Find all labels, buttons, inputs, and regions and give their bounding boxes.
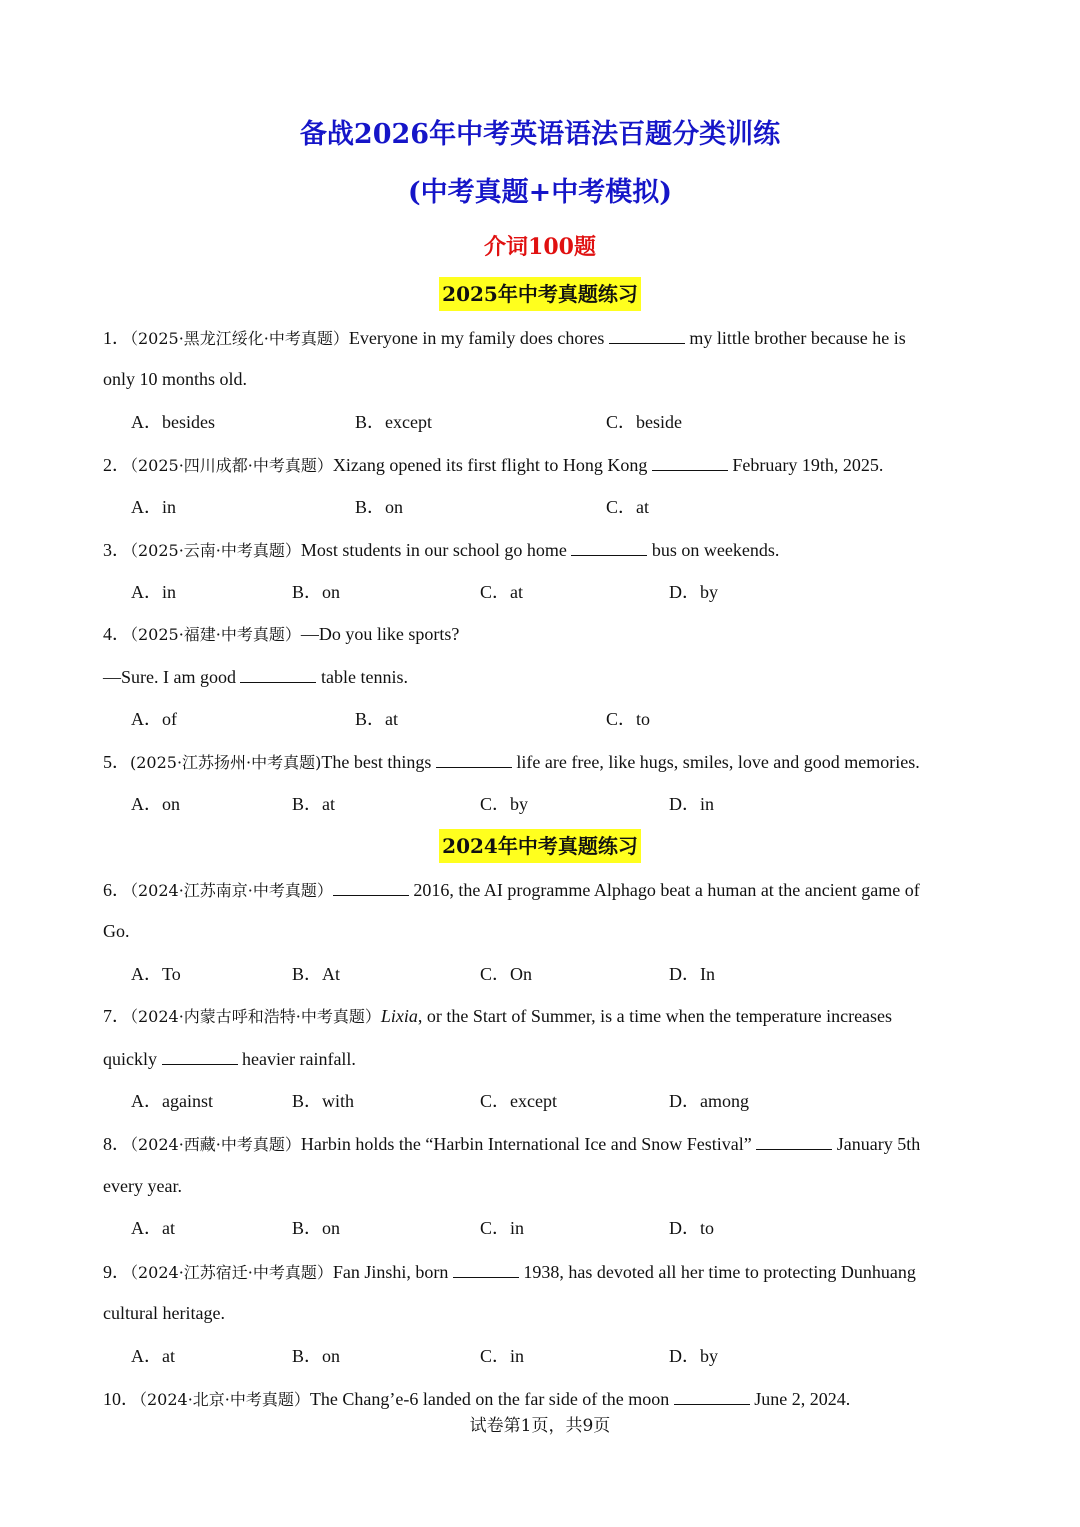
option-a: A．in [131,497,176,517]
question-10 [103,1386,850,1412]
italic-term: Lixia [380,1006,418,1026]
question-source: （2025·福建·中考真题） [130,625,301,644]
question-number: 7． [103,1006,130,1026]
answer-blank [652,452,728,471]
question-6 [103,877,920,903]
option-b: B．at [292,794,335,814]
question-text: Most students in our school go home [300,540,572,560]
option-a: A．on [131,794,180,814]
answer-blank [756,1131,832,1150]
option-b: B．except [355,412,432,432]
question-9-continued: cultural heritage. [103,1303,225,1323]
option-a: A．in [131,582,176,602]
answer-blank [453,1259,519,1278]
question-source: （2025·四川成都·中考真题） [130,456,333,475]
option-b: B．with [292,1091,355,1111]
option-d: D．among [669,1091,749,1111]
question-1-continued: only 10 months old. [103,369,248,389]
question-text: —Do you like sports? [300,624,460,644]
question-number: 8． [103,1134,130,1154]
question-number: 1． [103,328,130,348]
question-text: my little brother because he is [684,328,906,348]
option-c: C．On [480,964,533,984]
answer-blank [162,1046,238,1065]
answer-blank [609,325,685,344]
question-text: June 2, 2024. [749,1389,851,1409]
question-6-continued: Go. [103,921,130,941]
question-9 [103,1259,916,1285]
option-d: D．in [669,794,714,814]
question-source: （2024·西藏·中考真题） [130,1135,301,1154]
question-number: 3． [103,540,130,560]
question-4-reply [103,664,408,689]
question-source: （2024·江苏南京·中考真题） [130,881,333,900]
section-label: 2025年中考真题练习 [439,277,641,311]
option-c: C．at [606,497,649,517]
question-number: 9． [103,1262,130,1282]
answer-blank [333,877,409,896]
question-number: 4． [103,624,130,644]
option-a: A．besides [131,412,215,432]
option-b: B．at [355,709,398,729]
question-number: 10． [103,1389,139,1409]
question-text: Harbin holds the “Harbin International Ice and Snow Festival” [300,1134,757,1154]
document-subtitle: (中考真题+中考模拟) [407,177,673,208]
topic-heading: 介词100题 [484,234,596,260]
option-c: C．at [480,582,523,602]
option-b: B．on [355,497,404,517]
question-text: 2016, the AI programme Alphago beat a human at the ancient game of [408,880,920,900]
question-text: , or the Start of Summer, is a time when the temperature increases [417,1006,893,1026]
question-5 [103,749,920,775]
question-text: The best things [321,752,436,772]
option-d: D．In [669,964,715,984]
answer-blank [240,664,316,683]
document-title: 备战2026年中考英语语法百题分类训练 [299,119,781,150]
question-4 [103,622,459,647]
option-b: B．on [292,1218,341,1238]
question-2 [103,452,883,478]
question-text: The Chang’e-6 landed on the far side of the moon [309,1389,674,1409]
option-b: B．At [292,964,341,984]
option-d: D．by [669,1346,718,1366]
option-d: D．to [669,1218,714,1238]
question-text: heavier rainfall. [237,1049,356,1069]
question-7-continued [103,1046,356,1071]
question-number: 2． [103,455,130,475]
question-text: bus on weekends. [647,540,780,560]
question-8 [103,1131,920,1157]
question-1 [103,325,906,351]
question-text: table tennis. [316,667,408,687]
question-text: quickly [103,1049,162,1069]
question-text: Xizang opened its first flight to Hong Kong [332,455,652,475]
question-source: （2024·北京·中考真题） [139,1390,310,1409]
question-text: 1938, has devoted all her time to protecting Dunhuang [518,1262,916,1282]
question-text: Fan Jinshi, born [332,1262,453,1282]
question-source: （2024·内蒙古呼和浩特·中考真题） [130,1007,381,1026]
option-c: C．except [480,1091,557,1111]
question-text: life are free, like hugs, smiles, love and good memories. [511,752,920,772]
question-number: 5． [103,752,130,772]
question-7 [103,1004,892,1029]
question-text: —Sure. I am good [103,667,241,687]
answer-blank [571,537,647,556]
option-d: D．by [669,582,718,602]
question-source: （2024·江苏宿迁·中考真题） [130,1263,333,1282]
option-c: C．by [480,794,529,814]
page-footer: 试卷第1页，共9页 [469,1416,611,1436]
question-text: February 19th, 2025. [727,455,884,475]
question-number: 6． [103,880,130,900]
section-heading-2024 [0,829,1080,863]
section-heading-2025 [0,277,1080,311]
option-a: A．at [131,1218,175,1238]
question-source: （2025·云南·中考真题） [130,541,301,560]
question-text: Everyone in my family does chores [348,328,609,348]
option-a: A．of [131,709,177,729]
option-a: A．at [131,1346,175,1366]
option-c: C．to [606,709,651,729]
option-c: C．in [480,1218,525,1238]
question-text: January 5th [832,1134,921,1154]
answer-blank [436,749,512,768]
option-a: A．against [131,1091,213,1111]
option-b: B．on [292,1346,341,1366]
option-c: C．in [480,1346,525,1366]
option-c: C．beside [606,412,682,432]
question-3 [103,537,779,563]
option-b: B．on [292,582,341,602]
section-label: 2024年中考真题练习 [439,829,641,863]
question-source: (2025·江苏扬州·中考真题) [130,753,322,772]
question-8-continued: every year. [103,1176,182,1196]
question-source: （2025·黑龙江绥化·中考真题） [130,329,349,348]
option-a: A．To [131,964,181,984]
answer-blank [674,1386,750,1405]
